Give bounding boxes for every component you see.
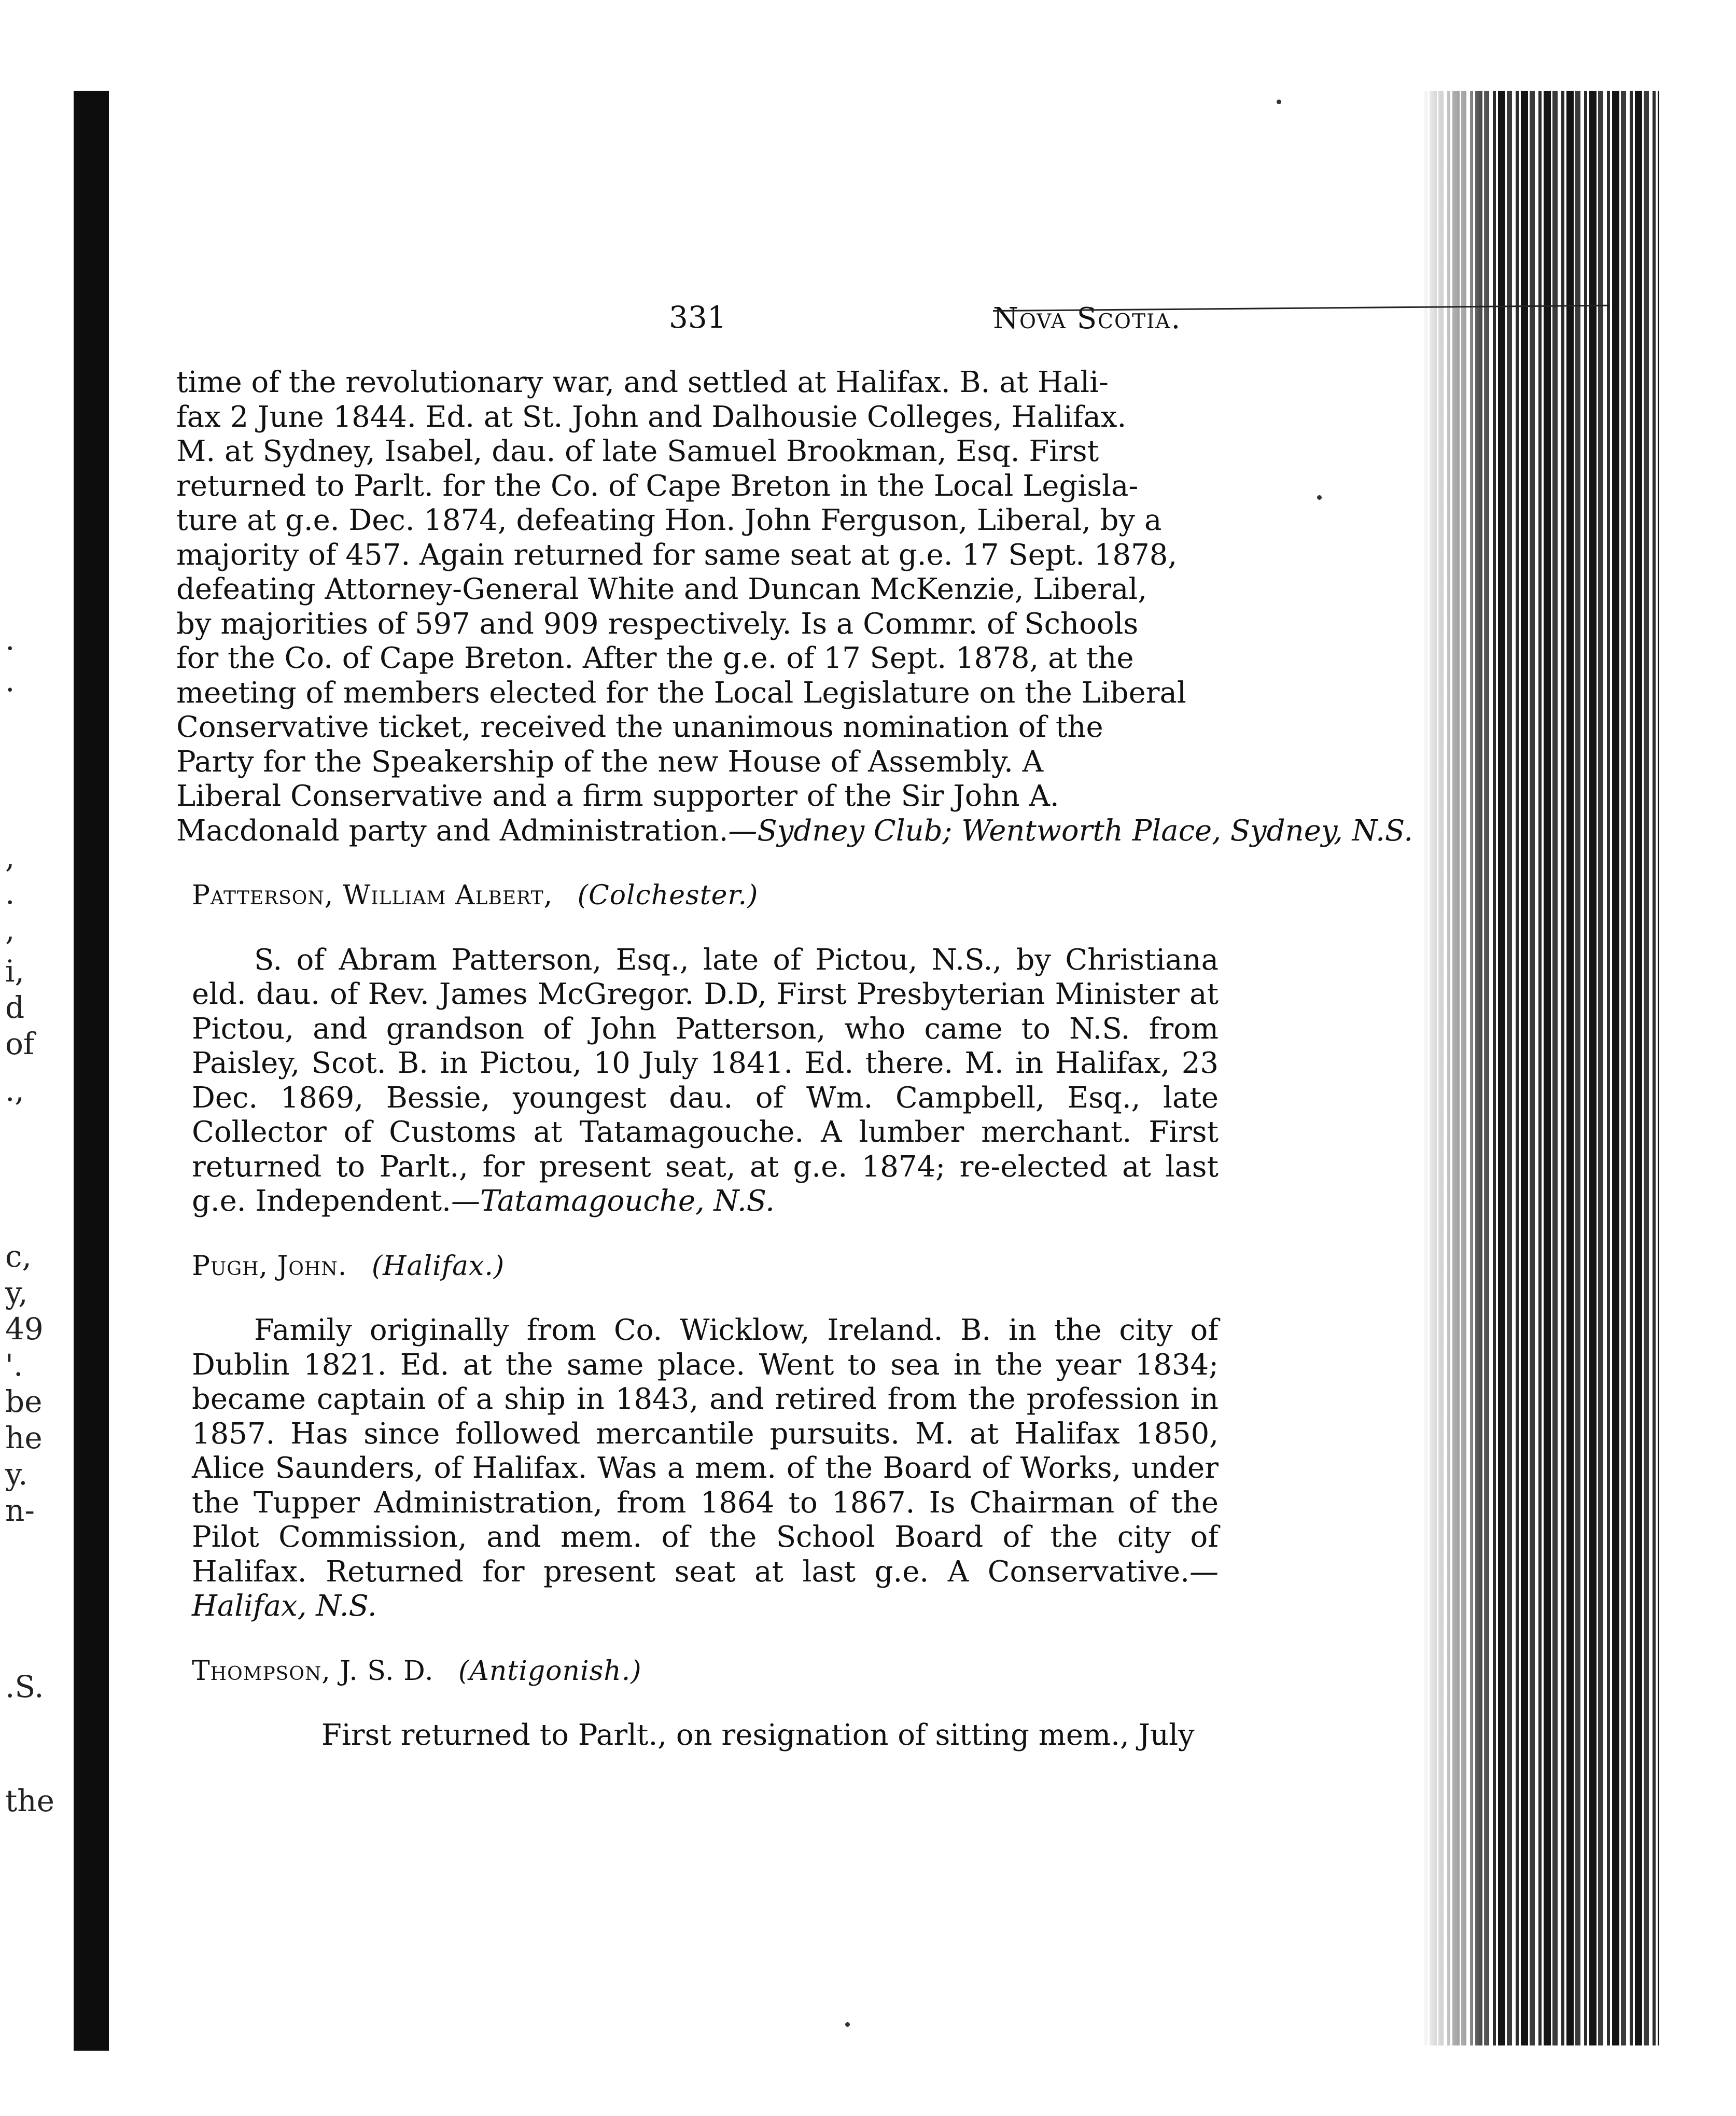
entry-heading-thompson — [176, 1654, 1219, 1689]
bleed-text: , — [5, 839, 15, 875]
bleed-text: 49 — [5, 1311, 44, 1347]
text-fragment: Macdonald party and Administration. — [176, 814, 729, 848]
entry-body-patterson — [176, 943, 1219, 1219]
bleed-text: be — [5, 1384, 43, 1419]
continued-entry — [176, 366, 1413, 848]
entry-address: —Halifax, N.S. — [192, 1554, 1219, 1623]
constituency: (Antigonish.) — [458, 1655, 642, 1687]
entry-text: S. of Abram Patterson, Esq., late of Pictou, N.S., by Christiana eld. dau. of Rev. James McGregor. D.D, First Presbyterian Minister at Pictou, and grandson of John Patterson, who came to N.S. from Paisley, Scot. B. in Pictou, 10 July 1841. Ed. there. M. in Halifax, 23 Dec. 1869, Bessie, youngest dau. of Wm. Campbell, Esq., late Collector of Customs at Tatamagouche. A lumber merchant. First returned to Parlt., for present seat, at g.e. 1874; re-elected at last g.e. Independent. — [192, 943, 1219, 1218]
scan-speck — [1277, 100, 1281, 104]
bleed-text: , — [5, 912, 15, 947]
bleed-text: of — [5, 1026, 35, 1061]
member-name: Patterson, William Albert, — [192, 880, 553, 911]
bleed-text: . — [5, 876, 15, 911]
bleed-text: .S. — [5, 1669, 44, 1704]
entry-text: First returned to Parlt., on resignation of sitting mem., July — [321, 1718, 1195, 1752]
bleed-text: i, — [5, 954, 24, 989]
bleed-text: the — [5, 1783, 54, 1818]
constituency: (Colchester.) — [577, 880, 759, 911]
entry-address: —Tatamagouche, N.S. — [451, 1184, 775, 1218]
text-line: defeating Attorney-General White and Duncan McKenzie, Liberal, — [176, 572, 1147, 606]
bleed-text: c, — [5, 1239, 32, 1274]
constituency: (Halifax.) — [371, 1250, 505, 1282]
text-line: Party for the Speakership of the new House of Assembly. A — [176, 745, 1044, 779]
bleed-text: '. — [5, 1348, 23, 1383]
page-edge-fade — [1421, 91, 1493, 2045]
scan-speck — [845, 2022, 850, 2027]
entry-address: —Sydney Club; Wentworth Place, Sydney, N.S. — [728, 814, 1413, 848]
entry-heading-patterson — [176, 878, 1219, 913]
text-line: ture at g.e. Dec. 1874, defeating Hon. John Ferguson, Liberal, by a — [176, 503, 1162, 537]
page-body — [176, 366, 1413, 1753]
member-name: Thompson, J. S. D. — [192, 1655, 434, 1687]
text-line: Conservative ticket, received the unanimous nomination of the — [176, 710, 1103, 744]
text-line: Liberal Conservative and a firm supporter of the Sir John A. — [176, 779, 1059, 813]
running-title: Nova Scotia. — [993, 302, 1182, 335]
text-line: majority of 457. Again returned for same seat at g.e. 17 Sept. 1878, — [176, 538, 1178, 572]
entry-body-pugh — [176, 1313, 1219, 1624]
binding-shadow-left — [74, 91, 109, 2051]
scan-speck — [1317, 495, 1322, 500]
page-number: 331 — [669, 300, 726, 335]
bleed-text: d — [5, 990, 25, 1025]
bleed-text: he — [5, 1420, 43, 1455]
bleed-text: y. — [5, 1456, 28, 1492]
text-line: by majorities of 597 and 909 respectively. Is a Commr. of Schools — [176, 607, 1139, 641]
bleed-text: . — [5, 622, 15, 657]
text-line: fax 2 June 1844. Ed. at St. John and Dalhousie Colleges, Halifax. — [176, 400, 1127, 434]
entry-body-thompson — [176, 1718, 1219, 1753]
bleed-text: ., — [5, 1073, 24, 1108]
entry-text: Family originally from Co. Wicklow, Ireland. B. in the city of Dublin 1821. Ed. at the same place. Went to sea in the year 1834; became captain of a ship in 1843, and retired from the profession in 1857. Has since followed mercantile pursuits. M. at Halifax 1850, Alice Saunders, of Halifax. Was a mem. of the Board of Works, under the Tupper Administration, from 1864 to 1867. Is Chairman of the Pilot Commission, and mem. of the School Board of the city of Halifax. Returned for present seat at last g.e. A Conservative. — [192, 1313, 1219, 1589]
bleed-text: y, — [5, 1275, 28, 1310]
text-line: time of the revolutionary war, and settled at Halifax. B. at Hali- — [176, 366, 1109, 399]
text-line: M. at Sydney, Isabel, dau. of late Samuel Brookman, Esq. First — [176, 435, 1099, 468]
text-line: for the Co. of Cape Breton. After the g.e. of 17 Sept. 1878, at the — [176, 641, 1134, 675]
entry-heading-pugh — [176, 1249, 1219, 1284]
bleed-text: n- — [5, 1493, 35, 1528]
text-line — [176, 814, 1413, 849]
member-name: Pugh, John. — [192, 1250, 347, 1282]
text-line: returned to Parlt. for the Co. of Cape Breton in the Local Legisla- — [176, 469, 1139, 503]
text-line: meeting of members elected for the Local Legislature on the Liberal — [176, 676, 1186, 710]
bleed-text: . — [5, 663, 15, 698]
